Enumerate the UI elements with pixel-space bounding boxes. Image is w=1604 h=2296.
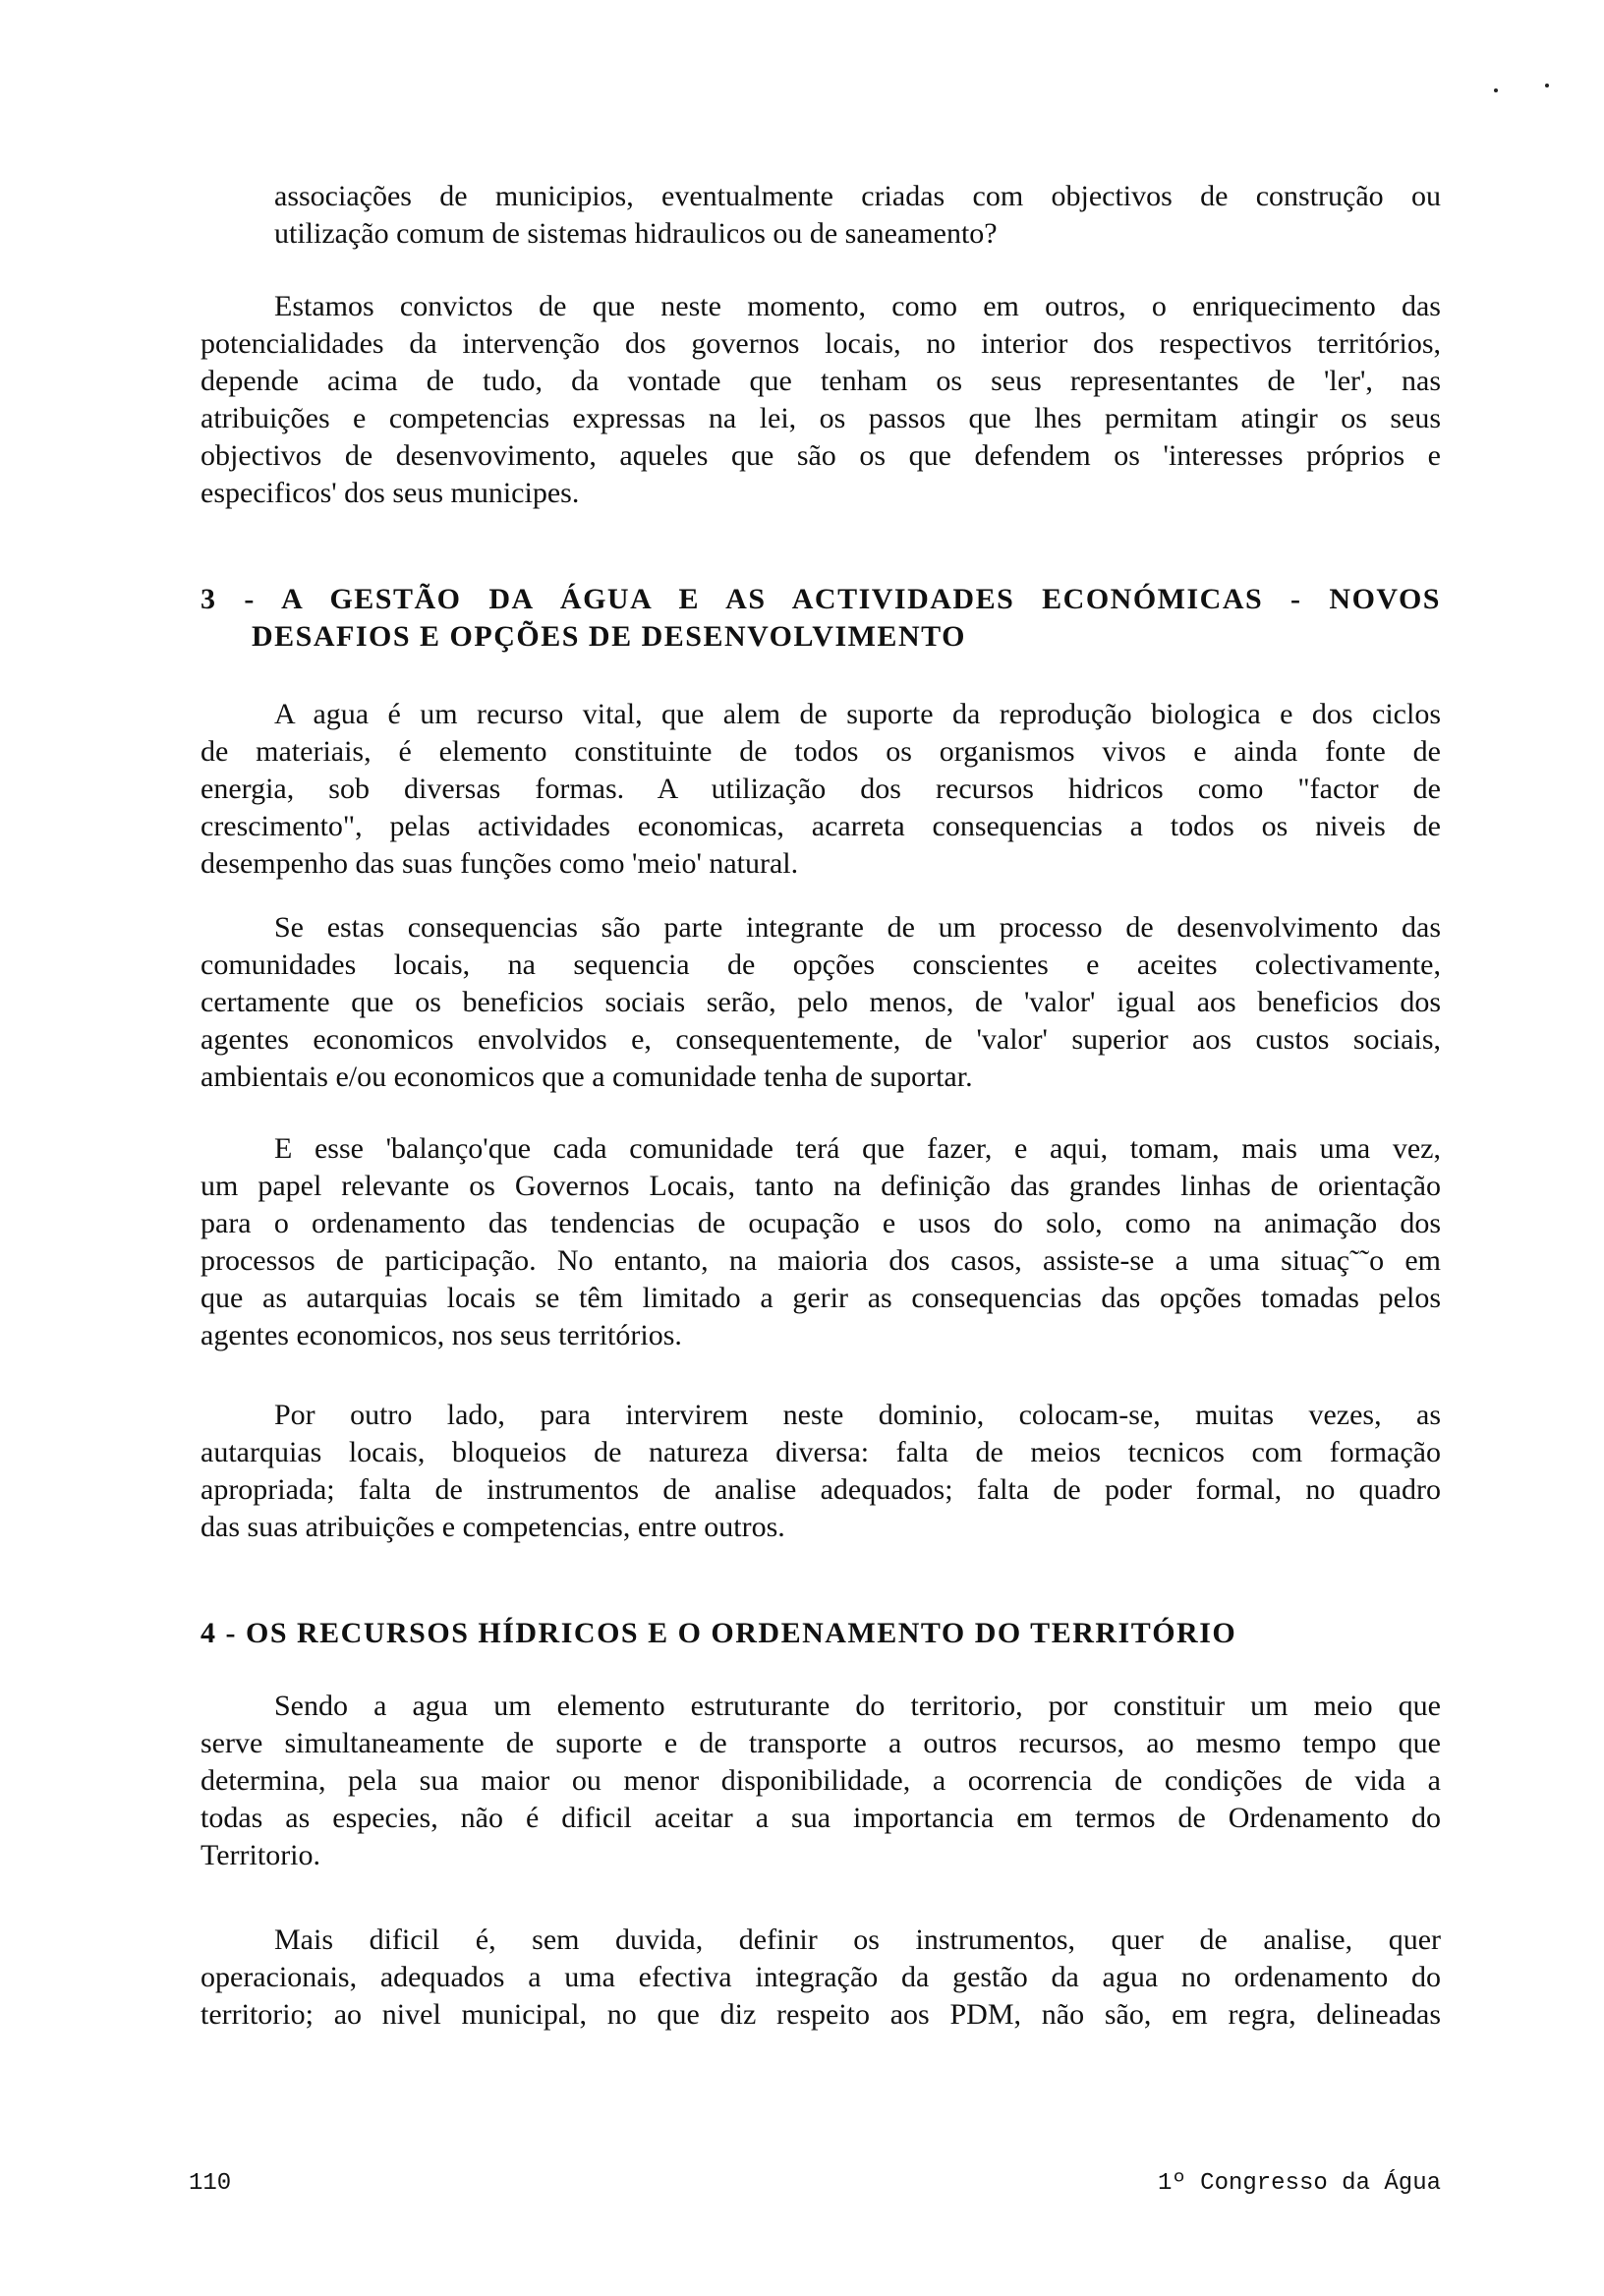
text-line: Por outro lado, para intervirem neste dominio, colocam-se, muitas vezes, as (274, 1399, 1441, 1431)
text-line: especificos' dos seus municipes. (200, 477, 580, 509)
paragraph (200, 1922, 1441, 2034)
text-line: que as autarquias locais se têm limitado a gerir as consequencias das opções tomadas pelos (200, 1282, 1441, 1314)
text-line: ambientais e/ou economicos que a comunidade tenha de suportar. (200, 1061, 973, 1093)
text-line: um papel relevante os Governos Locais, tanto na definição das grandes linhas de orientação (200, 1170, 1441, 1202)
text-line: objectivos de desenvovimento, aqueles que são os que defendem os 'interesses próprios e (200, 439, 1441, 472)
text-line: Sendo a agua um elemento estruturante do territorio, por constituir um meio que (274, 1690, 1441, 1722)
text-line: para o ordenamento das tendencias de ocupação e usos do solo, como na animação dos (200, 1207, 1441, 1239)
text-line: potencialidades da intervenção dos governos locais, no interior dos respectivos territórios, (200, 327, 1441, 360)
heading-line: DESAFIOS E OPÇÕES DE DESENVOLVIMENTO (252, 620, 966, 653)
paragraph (200, 909, 1441, 1096)
text-line: A agua é um recurso vital, que alem de suporte da reprodução biologica e dos ciclos (274, 698, 1441, 730)
text-line: crescimento", pelas actividades economicas, acarreta consequencias a todos os niveis de (200, 810, 1441, 842)
text-line: atribuições e competencias expressas na lei, os passos que lhes permitam atingir os seus (200, 402, 1441, 434)
publication-name: 1º Congresso da Água (1157, 2170, 1441, 2197)
section-heading (200, 581, 1441, 656)
heading-line: 4 - OS RECURSOS HÍDRICOS E O ORDENAMENTO DO TERRITÓRIO (200, 1617, 1237, 1649)
text-line: depende acima de tudo, da vontade que tenham os seus representantes de 'ler', nas (200, 365, 1441, 397)
paragraph (200, 288, 1441, 512)
text-line: utilização comum de sistemas hidraulicos ou de saneamento? (274, 217, 998, 250)
paragraph (200, 696, 1441, 883)
text-line: todas as especies, não é dificil aceitar a sua importancia em termos de Ordenamento do (200, 1802, 1441, 1834)
text-line: associações de municipios, eventualmente criadas com objectivos de construção ou (274, 180, 1441, 212)
text-line: serve simultaneamente de suporte e de transporte a outros recursos, ao mesmo tempo que (200, 1727, 1441, 1759)
paragraph (200, 1397, 1441, 1546)
text-line: desempenho das suas funções como 'meio' natural. (200, 847, 799, 880)
text-line: territorio; ao nivel municipal, no que diz respeito aos PDM, não são, em regra, delineadas (200, 1998, 1441, 2031)
paragraph (274, 178, 1441, 253)
text-line: autarquias locais, bloqueios de natureza diversa: falta de meios tecnicos com formação (200, 1436, 1441, 1468)
text-line: agentes economicos envolvidos e, consequentemente, de 'valor' superior aos custos sociais, (200, 1023, 1441, 1056)
heading-line: 3 - A GESTÃO DA ÁGUA E AS ACTIVIDADES ECONÓMICAS - NOVOS (200, 583, 1441, 615)
text-line: agentes economicos, nos seus territórios. (200, 1319, 682, 1351)
text-line: apropriada; falta de instrumentos de analise adequados; falta de poder formal, no quadro (200, 1473, 1441, 1506)
text-line: certamente que os beneficios sociais serão, pelo menos, de 'valor' igual aos beneficios dos (200, 986, 1441, 1018)
text-line: Estamos convictos de que neste momento, como em outros, o enriquecimento das (274, 290, 1441, 322)
text-line: Mais dificil é, sem duvida, definir os instrumentos, quer de analise, quer (274, 1923, 1441, 1956)
text-line: processos de participação. No entanto, na maioria dos casos, assiste-se a uma situaç˜˜o em (200, 1244, 1441, 1277)
paragraph (200, 1130, 1441, 1354)
paragraph (200, 1688, 1441, 1874)
text-line: Se estas consequencias são parte integrante de um processo de desenvolvimento das (274, 911, 1441, 944)
page-number: 110 (189, 2170, 232, 2197)
text-line: Territorio. (200, 1839, 321, 1871)
text-line: E esse 'balanço'que cada comunidade terá que fazer, e aqui, tomam, mais uma vez, (274, 1132, 1441, 1165)
scan-speck (1545, 84, 1549, 87)
text-line: das suas atribuições e competencias, entre outros. (200, 1511, 785, 1543)
text-line: energia, sob diversas formas. A utilização dos recursos hidricos como "factor de (200, 773, 1441, 805)
text-line: de materiais, é elemento constituinte de todos os organismos vivos e ainda fonte de (200, 735, 1441, 768)
text-line: operacionais, adequados a uma efectiva integração da gestão da agua no ordenamento do (200, 1961, 1441, 1993)
section-heading (200, 1615, 1441, 1652)
text-line: determina, pela sua maior ou menor disponibilidade, a ocorrencia de condições de vida a (200, 1764, 1441, 1797)
scan-speck (1494, 88, 1498, 92)
text-line: comunidades locais, na sequencia de opções conscientes e aceites colectivamente, (200, 948, 1441, 981)
